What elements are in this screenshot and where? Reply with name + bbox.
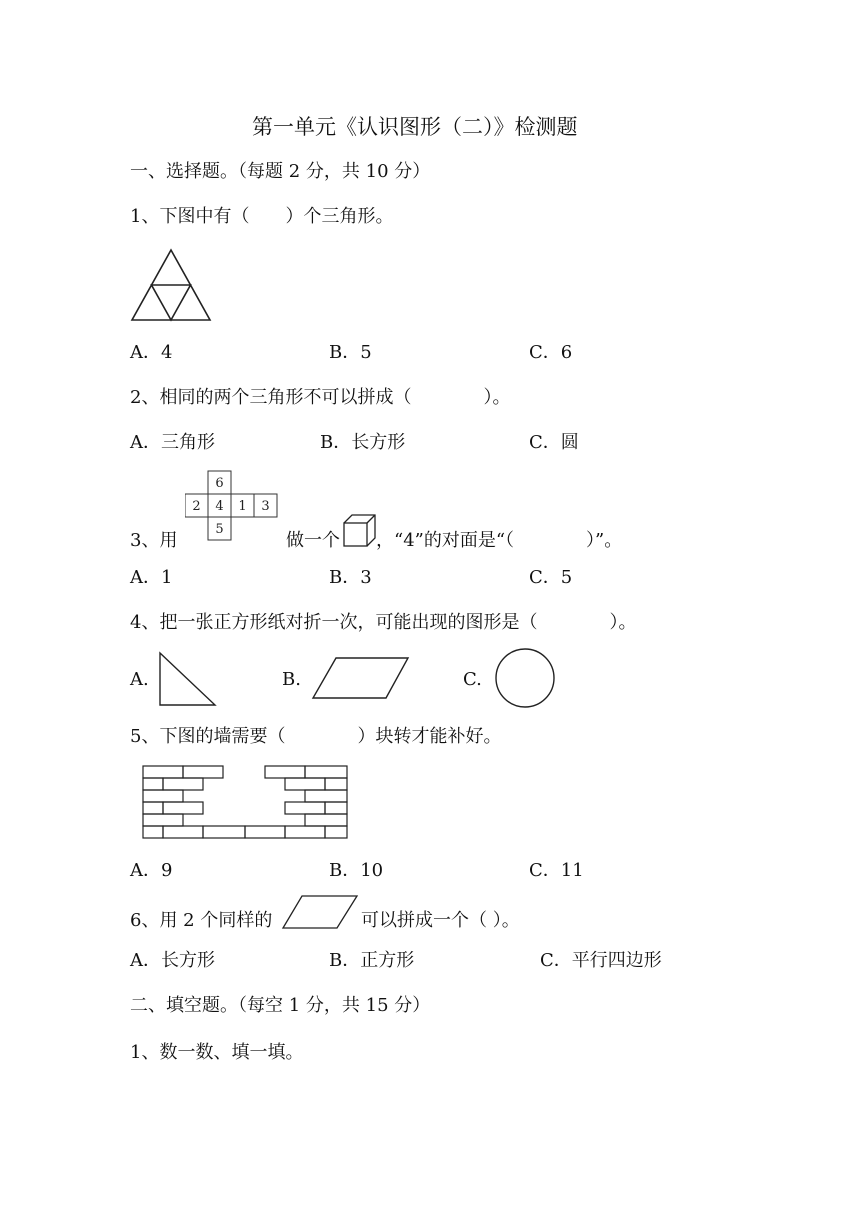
question-1-option-a[interactable]: A．4	[130, 342, 173, 363]
question-3-option-a[interactable]: A．1	[130, 567, 173, 588]
question-6-option-b[interactable]: B．正方形	[329, 950, 415, 971]
section-heading-choice: 一、选择题。（每题 2 分，共 10 分）	[130, 161, 431, 182]
circle-shape	[493, 646, 557, 710]
question-2-option-b[interactable]: B．长方形	[320, 432, 406, 453]
section-2-question-1-text: 1、数一数、填一填。	[130, 1042, 304, 1063]
question-6-option-a[interactable]: A．长方形	[130, 950, 215, 971]
question-4-text: 4、把一张正方形纸对折一次，可能出现的图形是（ ）。	[130, 612, 637, 633]
cube-net-figure	[185, 470, 285, 542]
question-5-option-c[interactable]: C．11	[529, 860, 584, 881]
question-1-option-c[interactable]: C．6	[529, 342, 573, 363]
question-4-option-c[interactable]: C.	[463, 669, 482, 690]
brick-wall-figure	[140, 764, 352, 842]
question-2-option-c[interactable]: C．圆	[529, 432, 579, 453]
question-3-text-1: 3、用	[130, 530, 178, 551]
question-6-option-c[interactable]: C．平行四边形	[540, 950, 662, 971]
question-3-option-c[interactable]: C．5	[529, 567, 573, 588]
question-1-text: 1、下图中有（ ）个三角形。	[130, 206, 394, 227]
small-parallelogram-icon	[280, 893, 360, 931]
question-4-option-b[interactable]: B.	[282, 669, 301, 690]
question-2-option-a[interactable]: A．三角形	[130, 432, 215, 453]
net-right1-number: 1	[238, 499, 247, 514]
question-3-text-2: 做一个	[286, 530, 340, 551]
net-top-number: 6	[215, 476, 224, 491]
question-4-option-a[interactable]: A.	[130, 669, 149, 690]
question-5-option-a[interactable]: A．9	[130, 860, 173, 881]
question-3-text-3: ，“4”的对面是“（ ）”。	[376, 530, 623, 551]
question-5-option-b[interactable]: B．10	[329, 860, 384, 881]
question-6-text-1: 6、用 2 个同样的	[130, 910, 273, 931]
question-3-option-b[interactable]: B．3	[329, 567, 372, 588]
question-1-option-b[interactable]: B．5	[329, 342, 372, 363]
question-5-text: 5、下图的墙需要（ ）块转才能补好。	[130, 726, 502, 747]
parallelogram-shape	[310, 655, 412, 701]
net-left-number: 2	[192, 499, 201, 514]
net-bottom-number: 5	[215, 522, 224, 537]
page-title: 第一单元《认识图形（二）》检测题	[252, 115, 578, 139]
triangle-figure	[128, 248, 214, 324]
cube-icon	[342, 513, 378, 549]
question-2-text: 2、相同的两个三角形不可以拼成（ ）。	[130, 387, 511, 408]
question-6-text-2: 可以拼成一个（ ）。	[361, 910, 520, 931]
section-heading-fill: 二、填空题。（每空 1 分，共 15 分）	[130, 995, 431, 1016]
right-triangle-shape	[157, 650, 219, 708]
net-center-number: 4	[215, 499, 224, 514]
net-right2-number: 3	[261, 499, 270, 514]
